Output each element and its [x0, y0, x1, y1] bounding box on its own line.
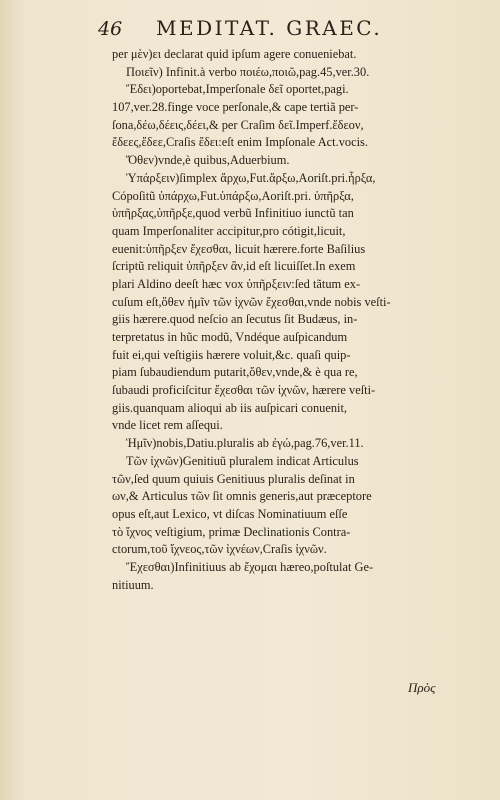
text-line: ſubaudi proficiſcitur ἔχεσθαι τῶν ἰχνῶν, hærere veſti- [112, 383, 376, 398]
text-line: euenit:ὑπῆρξεν ἔχεσθαι, licuit hærere.forte Baſilius [112, 241, 366, 256]
text-line: ων,& Articulus τῶν ſit omnis generis,aut præceptore [112, 489, 372, 504]
text-line: Ὑπάρξειν)ſimplex ἄρχω,Fut.ἄρξω,Aoriſt.pri.ἦρξα, [126, 170, 376, 185]
text-line: plari Aldino deeſt hæc vox ὑπῆρξειν:ſed tãtum ex- [112, 276, 361, 291]
text-line: terpretatus in hũc modũ, Vndéque auſpicandum [112, 330, 348, 344]
text-line: ſona,δέω,δέεις,δέει,& per Craſim δεῖ.Imperf.ἔδεον, [112, 117, 364, 132]
text-line: 107,ver.28.finge voce perſonale,& cape tertiã per- [112, 100, 359, 115]
text-line: vnde licet rem aſſequi. [112, 418, 223, 433]
page-number: 46 [98, 18, 123, 40]
text-line: quam Imperſonaliter accipitur,pro cótigit,licuit, [112, 223, 346, 238]
text-line: piam ſubaudiendum putarit,ὅθεν,vnde,& è qua re, [112, 365, 358, 380]
text-line: nitiuum. [112, 577, 154, 592]
page-header [98, 16, 458, 40]
text-line: ὑπῆρξας,ὑπῆρξε,quod verbũ Infinitiuo iunctũ tan [112, 206, 354, 221]
text-line: Τῶν ἰχνῶν)Genitiuũ pluralem indicat Articulus [126, 453, 359, 468]
text-line: τὸ ἴχνος veſtigium, primæ Declinationis Contra- [112, 524, 351, 539]
text-line: Ὅθεν)vnde,è quibus,Aduerbium. [126, 153, 290, 168]
text-line: Ἡμῖν)nobis,Datiu.pluralis ab ἐγώ,pag.76,ver.11. [126, 436, 364, 451]
text-line: ἔδεες,ἔδεε,Craſis ἔδει:eſt enim Impſonale Act.vocis. [112, 135, 368, 150]
text-body [112, 46, 462, 594]
text-line: Ποιεῖν) Infinit.à verbo ποιέω,ποιῶ,pag.45,ver.30. [126, 64, 370, 79]
text-line: giis hærere.quod neſcio an ſecutus ſit Budæus, in- [112, 312, 358, 327]
text-line: ſcriptũ reliquit ὑπῆρξεν ἂν,id eſt licuiſſet.In exem [112, 259, 356, 274]
text-line: Ἔχεσθαι)Infinitiuus ab ἔχομαι hæreo,poſtulat Ge- [126, 559, 374, 574]
text-line: fuit ei,qui veſtigiis hærere voluit,&c. quaſi quip- [112, 347, 351, 362]
text-line: ctorum,τοῦ ἴχνεος,τῶν ἰχνέων,Craſis ἰχνῶν. [112, 542, 327, 557]
catchword: Πρὸς [408, 680, 436, 695]
text-line: per μὲν)ει declarat quid ipſum agere conueniebat. [112, 47, 357, 61]
text-line: Cópoſitũ ὑπάρχω,Fut.ὑπάρξω,Aoriſt.pri. ὑπῆρξα, [112, 188, 354, 203]
text-line: Ἔδει)oportebat,Imperſonale δεῖ oportet,pagi. [126, 82, 349, 97]
running-head: MEDITAT. GRAEC. [156, 16, 383, 40]
text-line: opus eſt,aut Lexico, vt diſcas Nominatiuum eſſe [112, 506, 348, 521]
text-line: giis.quanquam alioqui ab iis auſpicari conuenit, [112, 400, 348, 415]
text-line: cuſum eſt,ὅθεν ἡμῖν τῶν ἰχνῶν ἔχεσθαι,vnde nobis veſti- [112, 294, 391, 309]
text-line: τῶν,ſed quum quiuis Genitiuus pluralis deſinat in [112, 471, 355, 486]
